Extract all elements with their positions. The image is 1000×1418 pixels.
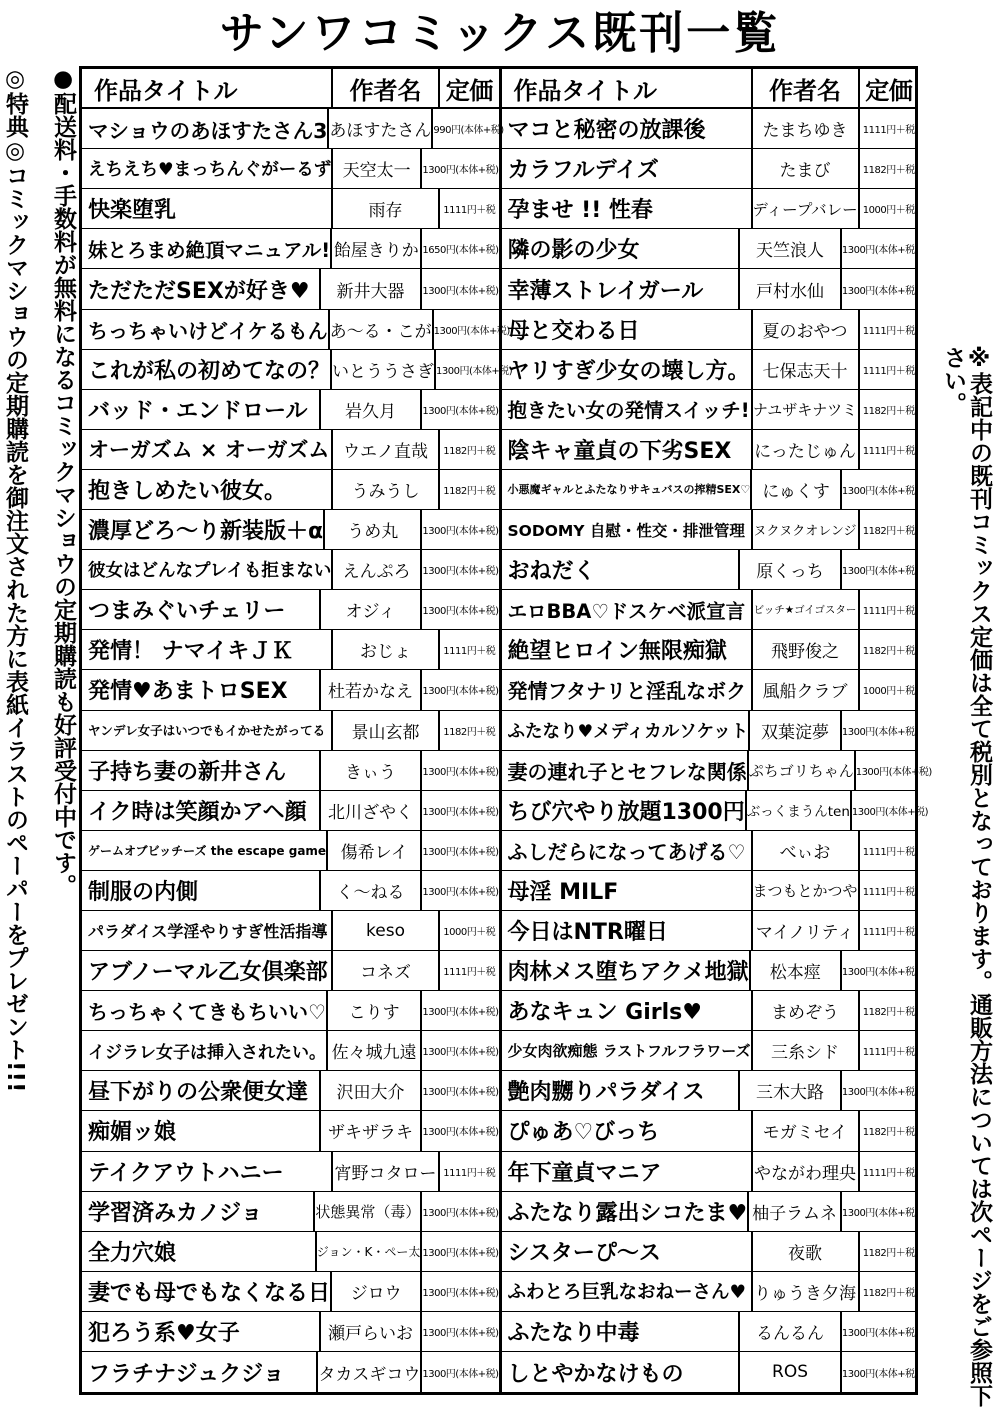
book-price: 1111円＋税: [443, 1167, 496, 1179]
book-title: ちっちゃくてきもちいい♡: [82, 991, 328, 1030]
book-price: 1182円＋税: [862, 526, 915, 538]
book-price: 1300円(本体+税): [422, 165, 499, 177]
book-author: うめ丸: [325, 510, 422, 549]
book-price: 1300円(本体+税): [841, 726, 918, 738]
book-author: 三木大路: [740, 1071, 842, 1110]
book-author: たまちゆき: [753, 109, 860, 148]
book-author: 飛野俊之: [753, 630, 860, 669]
book-title: 抱きたい女の発情スイッチ!: [502, 390, 753, 429]
table-row: [82, 310, 510, 350]
table-row: [82, 470, 499, 510]
table-row: [82, 149, 499, 189]
book-title: 絶望ヒロイン無限痴獄: [502, 630, 753, 669]
book-title: 発情！ ナマイキＪＫ: [82, 630, 333, 669]
table-row: [502, 1352, 919, 1392]
book-author: やながわ理央: [753, 1152, 860, 1191]
header-author: 作者名: [333, 69, 440, 107]
book-author: 天竺浪人: [740, 229, 842, 268]
table-row: [502, 630, 919, 670]
book-title: 濃厚どろ～り新装版＋α: [82, 510, 325, 549]
book-title: 小悪魔ギャルとふたなりサキュバスの搾精SEX♡: [502, 470, 753, 509]
table-row: [502, 269, 919, 309]
book-author: ナユザキナツミ: [753, 390, 860, 429]
book-author: く～ねる: [321, 871, 423, 910]
book-title: 妻でも母でもなくなる日: [82, 1272, 332, 1311]
book-price: 1300円(本体+税): [422, 566, 499, 578]
table-row: [82, 991, 499, 1031]
book-title: 彼女はどんなプレイも拒まない: [82, 550, 333, 589]
book-author: ROS: [740, 1352, 842, 1392]
book-title: マコと秘密の放課後: [502, 109, 753, 148]
book-author: 戸村水仙: [740, 269, 842, 308]
book-author: きぃう: [321, 751, 423, 790]
book-price: 1300円(本体+税): [841, 566, 918, 578]
book-author: ウエノ直哉: [333, 430, 440, 469]
book-title: あなキュン Girls♥: [502, 991, 753, 1030]
subscription-note: ●配送料・手数料が無料になるコミックマショウの定期購読も好評受付中です。: [50, 66, 76, 897]
book-author: 松本痙: [751, 951, 842, 990]
book-title: ふわとろ巨乳なおねーさん♥: [502, 1272, 753, 1311]
book-price: 1300円(本体+税): [841, 245, 918, 257]
book-author: うみうし: [333, 470, 440, 509]
book-title: えちえち♥まっちんぐがーるず: [82, 149, 333, 188]
book-price: 1300円(本体+税): [422, 1047, 499, 1059]
table-row: [82, 670, 499, 710]
table-row: [502, 1272, 919, 1312]
table-row: [502, 229, 919, 269]
book-author: 三糸シド: [753, 1031, 860, 1070]
book-author: ジロウ: [332, 1272, 422, 1311]
table-row: [502, 1192, 919, 1232]
book-title: マショウのあほすたさん3: [82, 109, 329, 148]
book-title: 陰キャ童貞の下劣SEX: [502, 430, 753, 469]
book-price: 1111円＋税: [862, 606, 915, 618]
book-price: 1111円＋税: [862, 1047, 915, 1059]
price-tax-note: ※表記中の既刊コミックス定価は全て税別となっております。通販方法については次ページをご参照下さい。: [940, 346, 992, 1407]
book-title: カラフルデイズ: [502, 149, 753, 188]
book-price: 1300円(本体+税): [422, 606, 499, 618]
book-title: ふたなり露出シコたま♥: [502, 1192, 750, 1231]
book-price: 1182円＋税: [862, 1127, 915, 1139]
book-title: ふたなり中毒: [502, 1312, 741, 1351]
book-title: 母と交わる日: [502, 310, 753, 349]
table-row: [502, 310, 919, 350]
book-price: 1300円(本体+税): [841, 285, 918, 297]
table-row: [82, 951, 499, 991]
book-price: 1300円(本体+税): [841, 1087, 918, 1099]
book-price: 1111円＋税: [862, 1167, 915, 1179]
book-price: 1300円(本体+税): [422, 1207, 499, 1219]
book-title: 母淫 MILF: [502, 871, 753, 910]
table-row: [82, 109, 504, 149]
book-title: 痴媚ッ娘: [82, 1111, 321, 1150]
book-price: 1300円(本体+税): [422, 886, 499, 898]
table-row: [502, 791, 929, 831]
book-author: まつもとかつや: [753, 871, 860, 910]
book-author: オジィ: [321, 590, 423, 629]
book-title: パラダイス学淫やりすぎ性活指導: [82, 911, 333, 950]
book-author: 柚子ラムネ: [749, 1192, 842, 1231]
book-author: keso: [333, 911, 440, 950]
table-right-half: [502, 69, 932, 1392]
book-title: ヤリすぎ少女の壊し方。: [502, 350, 753, 389]
book-price: 1300円(本体+税): [422, 1327, 499, 1339]
book-author: あほすたさん: [329, 109, 433, 148]
book-title: 快楽堕乳: [82, 189, 333, 228]
book-author: えんぷろ: [333, 550, 422, 589]
book-title: SODOMY 自慰・性交・排泄管理: [502, 510, 753, 549]
book-title: テイクアウトハニー: [82, 1152, 333, 1191]
book-price: 1182円＋税: [862, 1287, 915, 1299]
book-price: 1182円＋税: [443, 485, 496, 497]
book-author: ビッチ★ゴイゴスター: [753, 590, 860, 629]
book-author: 佐々城九遠: [328, 1031, 422, 1070]
book-price: 1650円(本体+税): [422, 245, 499, 257]
book-price: 1111円＋税: [862, 365, 915, 377]
table-row: [82, 269, 499, 309]
header-title: 作品タイトル: [82, 69, 333, 107]
book-price: 1300円(本体+税): [436, 365, 513, 377]
book-author: 雨存: [333, 189, 440, 228]
table-left-half: [82, 69, 513, 1392]
table-row: [502, 149, 919, 189]
header-author: 作者名: [753, 69, 860, 107]
book-author: ぶっくまうんten: [747, 791, 852, 830]
book-title: 幸薄ストレイガール: [502, 269, 741, 308]
book-title: 抱きしめたい彼女。: [82, 470, 333, 509]
table-row: [502, 390, 919, 430]
table-row: [82, 390, 499, 430]
table-row: [502, 1111, 919, 1151]
table-row: [502, 350, 919, 390]
book-author: マイノリティ: [753, 911, 860, 950]
book-author: タカスギコウ: [318, 1352, 422, 1392]
table-row: [502, 109, 919, 149]
book-author: ディープバレー: [753, 189, 860, 228]
book-title: 全力穴娘: [82, 1232, 317, 1271]
book-author: 七保志天十: [753, 350, 860, 389]
table-row: [502, 189, 919, 229]
book-author: りゅうき夕海: [753, 1272, 860, 1311]
book-price: 1111円＋税: [443, 967, 496, 979]
table-row: [82, 630, 499, 670]
table-row: [82, 1152, 499, 1192]
book-price: 1300円(本体+税): [422, 806, 499, 818]
book-title: 年下童貞マニア: [502, 1152, 753, 1191]
book-title: しとやかなけもの: [502, 1352, 741, 1392]
book-price: 1300円(本体+税): [422, 766, 499, 778]
table-row: [82, 1111, 499, 1151]
book-author: ジョン・K・ペー太: [317, 1232, 423, 1271]
table-row: [82, 590, 499, 630]
header-price: 定価: [445, 76, 493, 105]
book-title: 少女肉欲痴態 ラストフルフラワーズ: [502, 1031, 753, 1070]
book-title: 学習済みカノジョ: [82, 1192, 315, 1231]
table-row: [502, 831, 919, 871]
book-price: 1300円(本体+税): [422, 1247, 499, 1259]
book-title: 肉林メス堕ちアクメ地獄: [502, 951, 751, 990]
book-price: 1300円(本体+税): [422, 686, 499, 698]
table-row: [82, 1192, 499, 1232]
book-author: るんるん: [740, 1312, 842, 1351]
book-author: 杜若かなえ: [321, 670, 423, 709]
book-title: ヤンデレ女子はいつでもイかせたがってる: [82, 711, 333, 750]
header-price: 定価: [865, 76, 913, 105]
table-row: [502, 1312, 919, 1352]
page-title: サンワコミックス既刊一覧: [219, 8, 781, 59]
book-author: たまび: [753, 149, 860, 188]
book-author: 夏のおやつ: [753, 310, 860, 349]
book-price: 1300円(本体+税): [851, 806, 929, 818]
book-author: コネズ: [333, 951, 440, 990]
book-price: 1000円＋税: [443, 927, 496, 939]
table-row: [82, 350, 513, 390]
book-title: おねだく: [502, 550, 741, 589]
book-price: 1300円(本体+税): [855, 766, 932, 778]
book-author: モガミセイ: [753, 1111, 860, 1150]
book-price: 1300円(本体+税): [841, 485, 918, 497]
book-price: 1111円＋税: [862, 927, 915, 939]
book-price: 1300円(本体+税): [841, 1207, 918, 1219]
table-row: [502, 470, 919, 510]
book-author: 岩久月: [321, 390, 423, 429]
book-price: 1111円＋税: [862, 445, 915, 457]
table-row: [82, 550, 499, 590]
book-price: 1111円＋税: [443, 205, 496, 217]
book-author: 景山玄都: [333, 711, 440, 750]
book-author: こりす: [328, 991, 422, 1030]
book-title: イジラレ女子は挿入されたい。: [82, 1031, 328, 1070]
table-row: [502, 1152, 919, 1192]
book-author: ザキザラキ: [321, 1111, 423, 1150]
book-title: ちび穴やり放題1300円: [502, 791, 747, 830]
book-price: 1300円(本体+税): [422, 1368, 499, 1380]
book-price: 1300円(本体+税): [422, 1087, 499, 1099]
book-author: 傷希レイ: [328, 831, 422, 870]
book-price: 1300円(本体+税): [422, 405, 499, 417]
book-title: つまみぐいチェリー: [82, 590, 321, 629]
table-row: [502, 711, 919, 751]
table-row: [82, 189, 499, 229]
table-row: [502, 951, 919, 991]
book-author: 双葉淀夢: [750, 711, 842, 750]
book-author: ヌクヌクオレンジ: [753, 510, 860, 549]
book-title: 妹とろまめ絶頂マニュアル!: [82, 229, 332, 268]
book-title: 艶肉嬲りパラダイス: [502, 1071, 741, 1110]
book-author: 宵野コタロー: [333, 1152, 440, 1191]
book-author: 沢田大介: [321, 1071, 423, 1110]
table-row: [502, 590, 919, 630]
table-row: [502, 1232, 919, 1272]
table-row: [82, 430, 499, 470]
book-price: 1300円(本体+税): [422, 846, 499, 858]
book-title: 子持ち妻の新井さん: [82, 751, 321, 790]
book-title: 犯ろう系♥女子: [82, 1312, 321, 1351]
table-row: [82, 751, 499, 791]
book-price: 1300円(本体+税): [422, 1287, 499, 1299]
table-row: [82, 1352, 499, 1392]
book-title: 発情フタナリと淫乱なボク: [502, 670, 753, 709]
table-row: [502, 751, 932, 791]
table-row: [502, 1071, 919, 1111]
book-price: 1182円＋税: [862, 405, 915, 417]
book-author: ぷちゴリちゃん: [749, 751, 856, 790]
book-title: 孕ませ !! 性春: [502, 189, 753, 228]
table-row: [502, 1031, 919, 1071]
book-author: 風船クラブ: [753, 670, 860, 709]
book-price: 1182円＋税: [862, 1247, 915, 1259]
book-price: 1182円＋税: [862, 1007, 915, 1019]
table-row: [82, 229, 499, 269]
table-row: [502, 510, 919, 550]
book-title: 制服の内側: [82, 871, 321, 910]
table-row: [82, 711, 499, 751]
book-title: 妻の連れ子とセフレな関係: [502, 751, 749, 790]
book-author: いとううさぎ: [332, 350, 436, 389]
book-author: 飴屋きりか: [332, 229, 422, 268]
table-header-row: [82, 69, 499, 109]
table-row: [502, 991, 919, 1031]
table-row: [502, 430, 919, 470]
table-row: [82, 871, 499, 911]
book-price: 1000円＋税: [862, 205, 915, 217]
book-title: ふたなり♥メディカルソケット: [502, 711, 751, 750]
book-author: 瀬戸らいお: [321, 1312, 423, 1351]
book-title: イク時は笑顔かアヘ顔: [82, 791, 321, 830]
book-price: 1111円＋税: [862, 886, 915, 898]
book-price: 1300円(本体+税): [422, 1127, 499, 1139]
comics-list-table: [79, 66, 932, 1395]
book-title: 昼下がりの公衆便女達: [82, 1071, 321, 1110]
book-title: アブノーマル乙女倶楽部: [82, 951, 333, 990]
book-author: 北川ざやく: [321, 791, 423, 830]
table-row: [82, 1071, 499, 1111]
book-title: エロBBA♡ドスケベ派宣言: [502, 590, 753, 629]
book-author: 状態異常（毒）: [315, 1192, 422, 1231]
table-row: [82, 1272, 499, 1312]
book-title: バッド・エンドロール: [82, 390, 321, 429]
book-price: 1111円＋税: [862, 325, 915, 337]
book-title: ゲームオブビッチーズ the escape game: [82, 831, 328, 870]
book-author: 原くっち: [740, 550, 842, 589]
book-title: 今日はNTR曜日: [502, 911, 753, 950]
book-title: 発情♥あまトロSEX: [82, 670, 321, 709]
table-row: [502, 670, 919, 710]
book-author: 天空太一: [333, 149, 422, 188]
book-author: にゅくす: [752, 470, 842, 509]
book-title: これが私の初めてなの？: [82, 350, 332, 389]
book-title: フラチナジュクジョ: [82, 1352, 318, 1392]
book-price: 1111円＋税: [443, 646, 496, 658]
book-price: 1300円(本体+税): [422, 285, 499, 297]
book-author: 夜歌: [753, 1232, 860, 1271]
book-price: 1300円(本体+税): [841, 1327, 918, 1339]
table-row: [82, 1031, 499, 1071]
book-price: 1111円＋税: [862, 846, 915, 858]
book-title: 隣の影の少女: [502, 229, 741, 268]
book-price: 990円(本体+税): [433, 125, 504, 137]
table-row: [502, 871, 919, 911]
book-price: 1182円＋税: [443, 445, 496, 457]
book-price: 1182円＋税: [443, 726, 496, 738]
header-title: 作品タイトル: [502, 69, 753, 107]
book-title: ふしだらになってあげる♡: [502, 831, 753, 870]
table-row: [82, 510, 499, 550]
book-title: オーガズム × オーガズム: [82, 430, 333, 469]
book-title: ぴゅあ♡びっち: [502, 1111, 753, 1150]
table-row: [82, 1232, 499, 1272]
table-row: [82, 831, 499, 871]
book-price: 1300円(本体+税): [422, 1007, 499, 1019]
book-author: にったじゅん: [753, 430, 860, 469]
book-author: あ～る・こが: [330, 310, 434, 349]
table-row: [502, 550, 919, 590]
table-header-row: [502, 69, 919, 109]
book-price: 1300円(本体+税): [841, 1368, 918, 1380]
book-price: 1300円(本体+税): [433, 325, 510, 337]
book-author: べぃお: [753, 831, 860, 870]
table-row: [82, 911, 499, 951]
table-row: [82, 1312, 499, 1352]
book-price: 1300円(本体+税): [422, 526, 499, 538]
book-title: ちっちゃいけどイケるもん: [82, 310, 330, 349]
table-row: [502, 911, 919, 951]
book-price: 1111円＋税: [862, 125, 915, 137]
book-author: おじょ: [333, 630, 440, 669]
book-price: 1182円＋税: [862, 165, 915, 177]
table-row: [82, 791, 499, 831]
book-price: 1300円(本体+税): [841, 967, 918, 979]
book-price: 1182円＋税: [862, 646, 915, 658]
book-title: シスターぴ～ス: [502, 1232, 753, 1271]
subscription-bonus-note: ◎特典◎コミックマショウの定期購読を御注文された方に表紙イラストのペーパーをプレゼント!!!: [2, 66, 28, 1093]
book-author: 新井大器: [321, 269, 423, 308]
book-price: 1000円＋税: [862, 686, 915, 698]
book-title: ただただSEXが好き♥: [82, 269, 321, 308]
book-author: まめぞう: [753, 991, 860, 1030]
